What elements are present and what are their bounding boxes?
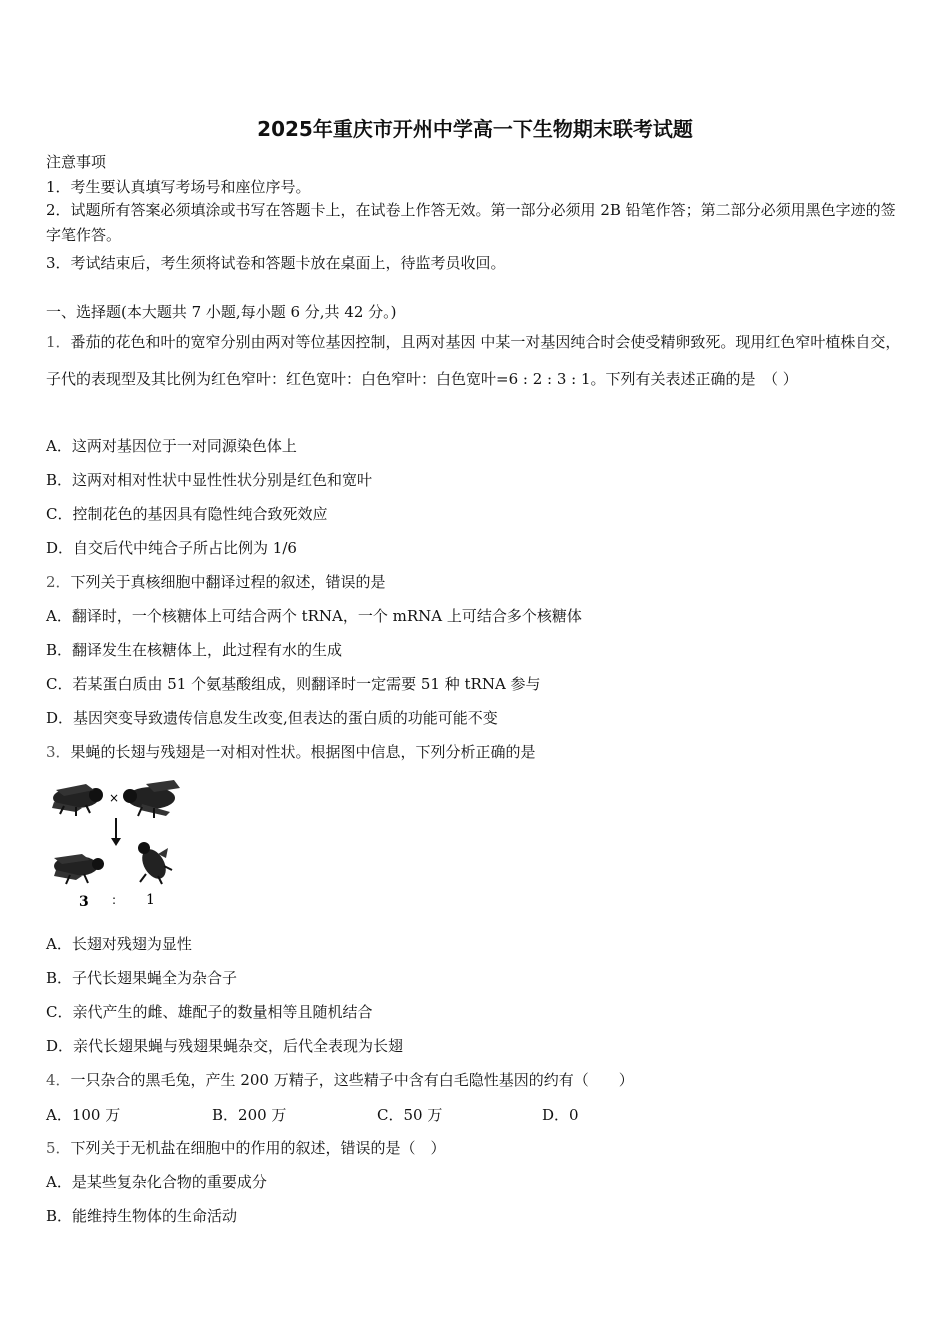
q4-option-c: C．50 万 [377,1106,443,1124]
question-number: 1． [46,333,71,351]
cross-symbol: × [109,791,120,805]
question-text: 下列关于真核细胞中翻译过程的叙述，错误的是 [70,573,386,591]
q3-option-d: D．亲代长翅果蝇与残翅果蝇杂交，后代全表现为长翅 [46,1037,404,1055]
q3-option-b: B．子代长翅果蝇全为杂合子 [46,969,238,987]
question-3-stem [46,742,536,762]
long-wing-fly-icon [52,784,103,816]
question-text: 一只杂合的黑毛兔，产生 200 万精子，这些精子中含有白毛隐性基因的约有（ ） [70,1071,634,1089]
question-number: 3． [46,743,71,761]
q4-option-d: D．0 [542,1106,579,1124]
q1-option-d: D．自交后代中纯合子所占比例为 1/6 [46,539,297,557]
question-text: 果蝇的长翅与残翅是一对相对性状。根据图中信息，下列分析正确的是 [70,743,536,761]
q1-option-c: C．控制花色的基因具有隐性纯合致死效应 [46,505,328,523]
q5-option-b: B．能维持生物体的生命活动 [46,1207,238,1225]
question-number: 2． [46,573,71,591]
question-5-stem [46,1138,446,1158]
notice-item-1: 1．考生要认真填写考场号和座位序号。 [46,178,311,196]
question-number: 5． [46,1139,71,1157]
notice-heading: 注意事项 [46,153,107,171]
question-number: 4． [46,1071,71,1089]
notice-item-3: 3．考试结束后，考生须将试卷和答题卡放在桌面上，待监考员收回。 [46,254,506,272]
q2-option-b: B．翻译发生在核糖体上，此过程有水的生成 [46,641,343,659]
q3-option-a: A．长翅对残翅为显性 [46,935,192,953]
fruit-fly-cross-figure [46,778,196,913]
question-4-stem [46,1070,634,1090]
long-wing-fly-icon [123,780,180,818]
vestigial-wing-fly-icon [137,842,172,884]
question-2-stem [46,572,386,592]
q1-option-a: A．这两对基因位于一对同源染色体上 [46,437,297,455]
q2-option-a: A．翻译时，一个核糖体上可结合两个 tRNA，一个 mRNA 上可结合多个核糖体 [46,607,582,625]
q2-option-c: C．若某蛋白质由 51 个氨基酸组成，则翻译时一定需要 51 种 tRNA 参与 [46,675,541,693]
section-heading: 一、选择题(本大题共 7 小题,每小题 6 分,共 42 分。) [46,303,397,321]
ratio-long: 3 [79,894,89,910]
q1-option-b: B．这两对相对性状中显性性状分别是红色和宽叶 [46,471,373,489]
q4-option-b: B．200 万 [212,1106,287,1124]
question-text: 番茄的花色和叶的宽窄分别由两对等位基因控制，且两对基因 中某一对基因纯合时会使受精卵致死。现用红色窄叶植株自交，子代的表现型及其比例为红色窄叶：红色宽叶：白色窄叶：白色宽叶=6 : 2 : 3 : 1。下列有关表述正确的是 （ ） [46,333,901,388]
notice-item-2: 2．试题所有答案必须填涂或书写在答题卡上，在试卷上作答无效。第一部分必须用 2B 铅笔作答；第二部分必须用黑色字迹的签字笔作答。 [46,201,896,244]
question-1-stem [46,324,906,398]
arrow-down-icon [111,818,121,846]
long-wing-fly-icon [54,854,104,884]
page-title: 2025年重庆市开州中学高一下生物期末联考试题 [257,117,693,141]
q3-option-c: C．亲代产生的雌、雄配子的数量相等且随机结合 [46,1003,373,1021]
q4-option-a: A．100 万 [46,1106,121,1124]
ratio-vestigial: 1 [146,892,155,908]
q5-option-a: A．是某些复杂化合物的重要成分 [46,1173,267,1191]
ratio-separator: : [112,893,117,907]
q2-option-d: D．基因突变导致遗传信息发生改变,但表达的蛋白质的功能可能不变 [46,709,498,727]
question-text: 下列关于无机盐在细胞中的作用的叙述，错误的是（ ） [70,1139,446,1157]
